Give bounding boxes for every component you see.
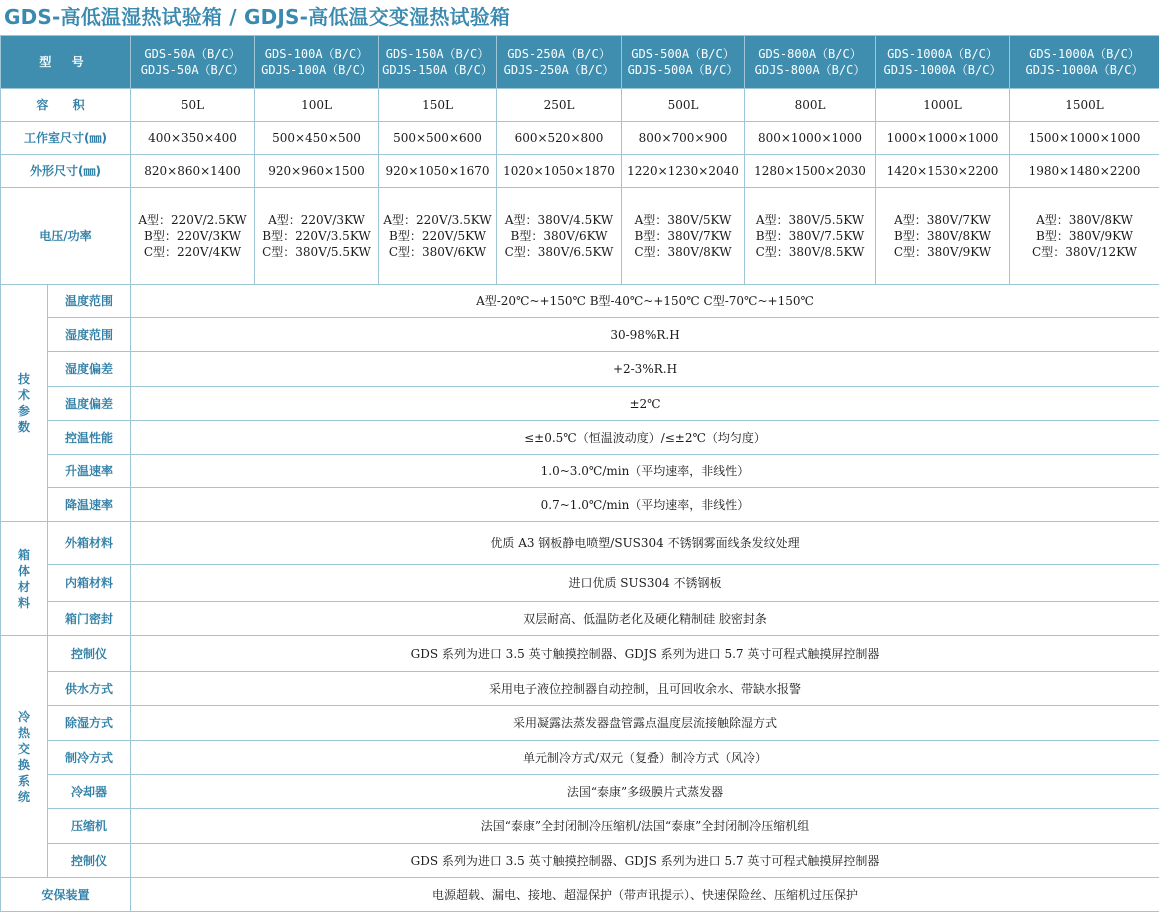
cooling-row-label: 控制仪 — [48, 636, 131, 672]
cooling-row — [1, 775, 1159, 809]
power-type-a: A型：380V/5KW — [634, 213, 732, 227]
model-gdjs: GDJS-1000A（B/C） — [1025, 63, 1144, 77]
tech-row-value: 30-98%R.H — [131, 318, 1159, 352]
volume-row — [1, 89, 1159, 122]
volume-value: 500L — [622, 89, 745, 122]
model-cell — [379, 36, 497, 89]
model-cell — [745, 36, 876, 89]
model-gds: GDS-800A（B/C） — [758, 47, 862, 61]
power-type-a: A型：220V/3.5KW — [383, 213, 492, 227]
tech-row — [1, 455, 1159, 488]
material-row — [1, 565, 1159, 602]
model-header-label: 型 号 — [1, 36, 131, 89]
volume-value: 800L — [745, 89, 876, 122]
safety-row — [1, 878, 1159, 912]
outer_size-value: 1420×1530×2200 — [876, 155, 1010, 188]
power-type-a: A型：380V/4.5KW — [504, 213, 614, 227]
cooling-row-label: 冷却器 — [48, 775, 131, 809]
model-gds: GDS-50A（B/C） — [144, 47, 241, 61]
model-cell — [255, 36, 379, 89]
chamber_size-value: 1500×1000×1000 — [1010, 122, 1159, 155]
power-cell — [497, 188, 622, 285]
power-cell — [255, 188, 379, 285]
chamber_size-value: 500×450×500 — [255, 122, 379, 155]
model-gds: GDS-100A（B/C） — [264, 47, 369, 61]
cooling-group-label-text: 冷热交换系统 — [17, 709, 30, 804]
outer_size-value: 1220×1230×2040 — [622, 155, 745, 188]
model-gdjs: GDJS-100A（B/C） — [261, 63, 372, 77]
volume-value: 100L — [255, 89, 379, 122]
cooling-row-value: 采用电子液位控制器自动控制，且可回收余水、带缺水报警 — [131, 672, 1159, 706]
power-type-c: C型：380V/5.5KW — [262, 245, 371, 259]
chamber_size-label: 工作室尺寸(㎜) — [1, 122, 131, 155]
cooling-row-value: 法国“泰康”多级膜片式蒸发器 — [131, 775, 1159, 809]
model-cell — [497, 36, 622, 89]
model-gds: GDS-1000A（B/C） — [1029, 47, 1140, 61]
chamber_size-value: 600×520×800 — [497, 122, 622, 155]
tech-group-label-text: 技术参数 — [17, 372, 30, 434]
safety-value: 电源超载、漏电、接地、超湿保护（带声讯提示）、快速保险丝、压缩机过压保护 — [131, 878, 1159, 912]
tech-row-value: 0.7~1.0℃/min（平均速率，非线性） — [131, 488, 1159, 522]
power-type-c: C型：380V/9KW — [893, 245, 992, 259]
power-type-a: A型：380V/8KW — [1036, 213, 1133, 227]
tech-row — [1, 488, 1159, 522]
power-type-c: C型：380V/6.5KW — [504, 245, 614, 259]
outer_size-value: 820×860×1400 — [131, 155, 255, 188]
chamber_size-row — [1, 122, 1159, 155]
material-row-label: 内箱材料 — [48, 565, 131, 602]
power-type-b: B型：380V/8KW — [894, 229, 991, 243]
tech-row-label: 升温速率 — [48, 455, 131, 488]
material-row-label: 外箱材料 — [48, 522, 131, 565]
power-type-c: C型：380V/12KW — [1032, 245, 1137, 259]
power-type-b: B型：220V/3KW — [144, 229, 241, 243]
power-cell — [379, 188, 497, 285]
chamber_size-value: 500×500×600 — [379, 122, 497, 155]
chamber_size-value: 800×1000×1000 — [745, 122, 876, 155]
tech-row-label: 降温速率 — [48, 488, 131, 522]
power-type-a: A型：380V/5.5KW — [755, 213, 865, 227]
material-row-value: 双层耐高、低温防老化及硬化精制硅 胶密封条 — [131, 602, 1159, 636]
material-group-label-text: 箱体材料 — [17, 547, 30, 610]
power-type-b: B型：380V/7.5KW — [755, 229, 865, 243]
power-type-b: B型：220V/3.5KW — [262, 229, 371, 243]
tech-row-value: ±2℃ — [131, 387, 1159, 421]
cooling-row — [1, 844, 1159, 878]
tech-row-label: 温度范围 — [48, 285, 131, 318]
outer_size-value: 1280×1500×2030 — [745, 155, 876, 188]
cooling-row-value: GDS 系列为进口 3.5 英寸触摸控制器、GDJS 系列为进口 5.7 英寸可程式触摸屏控制器 — [131, 636, 1159, 672]
cooling-row-label: 供水方式 — [48, 672, 131, 706]
tech-row-value: ≤±0.5℃（恒温波动度）/≤±2℃（均匀度） — [131, 421, 1159, 455]
cooling-row-value: 采用凝露法蒸发器盘管露点温度层流接触除湿方式 — [131, 706, 1159, 741]
cooling-row-label: 控制仪 — [48, 844, 131, 878]
power-cell — [622, 188, 745, 285]
cooling-row-label: 压缩机 — [48, 809, 131, 844]
power-type-c: C型：380V/6KW — [388, 245, 487, 259]
volume-value: 1500L — [1010, 89, 1159, 122]
model-cell — [622, 36, 745, 89]
model-gdjs: GDJS-500A（B/C） — [627, 63, 739, 77]
tech-row — [1, 387, 1159, 421]
chamber_size-value: 1000×1000×1000 — [876, 122, 1010, 155]
header-row — [1, 36, 1159, 89]
material-row — [1, 602, 1159, 636]
power-type-b: B型：220V/5KW — [389, 229, 486, 243]
model-cell — [1010, 36, 1159, 89]
tech-row-label: 湿度范围 — [48, 318, 131, 352]
volume-value: 50L — [131, 89, 255, 122]
power-type-a: A型：380V/7KW — [894, 213, 991, 227]
power-label: 电压/功率 — [1, 188, 131, 285]
power-cell — [131, 188, 255, 285]
chamber_size-value: 800×700×900 — [622, 122, 745, 155]
cooling-row — [1, 672, 1159, 706]
model-cell — [876, 36, 1010, 89]
volume-value: 250L — [497, 89, 622, 122]
power-type-a: A型：220V/2.5KW — [138, 213, 247, 227]
tech-row-value: 1.0~3.0℃/min（平均速率，非线性） — [131, 455, 1159, 488]
tech-row — [1, 318, 1159, 352]
material-row-value: 进口优质 SUS304 不锈钢板 — [131, 565, 1159, 602]
model-gdjs: GDJS-1000A（B/C） — [883, 63, 1002, 77]
tech-row-label: 控温性能 — [48, 421, 131, 455]
power-cell — [876, 188, 1010, 285]
power-type-b: B型：380V/9KW — [1036, 229, 1133, 243]
cooling-row — [1, 636, 1159, 672]
model-cell — [131, 36, 255, 89]
model-gds: GDS-150A（B/C） — [385, 47, 490, 61]
cooling-row-label: 除湿方式 — [48, 706, 131, 741]
tech-row — [1, 421, 1159, 455]
tech-row-value: A型-20℃~+150℃ B型-40℃~+150℃ C型-70℃~+150℃ — [131, 285, 1159, 318]
outer_size-value: 1020×1050×1870 — [497, 155, 622, 188]
cooling-row-value: GDS 系列为进口 3.5 英寸触摸控制器、GDJS 系列为进口 5.7 英寸可程式触摸屏控制器 — [131, 844, 1159, 878]
cooling-group-label — [1, 636, 48, 878]
volume-value: 150L — [379, 89, 497, 122]
page-title: GDS-高低温湿热试验箱 / GDJS-高低温交变湿热试验箱 — [4, 5, 511, 29]
outer_size-value: 920×960×1500 — [255, 155, 379, 188]
outer_size-value: 920×1050×1670 — [379, 155, 497, 188]
tech-row-value: +2-3%R.H — [131, 352, 1159, 387]
cooling-row — [1, 741, 1159, 775]
power-type-a: A型：220V/3KW — [268, 213, 365, 227]
power-type-b: B型：380V/6KW — [510, 229, 608, 243]
model-gdjs: GDJS-800A（B/C） — [754, 63, 866, 77]
tech-row — [1, 352, 1159, 387]
material-row-label: 箱门密封 — [48, 602, 131, 636]
cooling-row — [1, 809, 1159, 844]
volume-label: 容 积 — [1, 89, 131, 122]
material-row-value: 优质 A3 钢板静电喷塑/SUS304 不锈钢雾面线条发纹处理 — [131, 522, 1159, 565]
model-gds: GDS-250A（B/C） — [507, 47, 611, 61]
cooling-row-label: 制冷方式 — [48, 741, 131, 775]
spec-table — [0, 35, 1159, 912]
chamber_size-value: 400×350×400 — [131, 122, 255, 155]
power-cell — [745, 188, 876, 285]
tech-row — [1, 285, 1159, 318]
tech-row-label: 湿度偏差 — [48, 352, 131, 387]
power-row — [1, 188, 1159, 285]
material-row — [1, 522, 1159, 565]
tech-group-label — [1, 285, 48, 522]
model-gdjs: GDJS-250A（B/C） — [503, 63, 615, 77]
power-type-c: C型：220V/4KW — [143, 245, 242, 259]
power-type-c: C型：380V/8KW — [634, 245, 732, 259]
power-type-c: C型：380V/8.5KW — [755, 245, 865, 259]
outer_size-row — [1, 155, 1159, 188]
model-gdjs: GDJS-150A（B/C） — [382, 63, 493, 77]
model-gds: GDS-500A（B/C） — [631, 47, 735, 61]
outer_size-value: 1980×1480×2200 — [1010, 155, 1159, 188]
model-gdjs: GDJS-50A（B/C） — [140, 63, 245, 77]
tech-row-label: 温度偏差 — [48, 387, 131, 421]
cooling-row — [1, 706, 1159, 741]
safety-label: 安保装置 — [1, 878, 131, 912]
power-cell — [1010, 188, 1159, 285]
material-group-label — [1, 522, 48, 636]
model-gds: GDS-1000A（B/C） — [887, 47, 998, 61]
volume-value: 1000L — [876, 89, 1010, 122]
outer_size-label: 外形尺寸(㎜) — [1, 155, 131, 188]
cooling-row-value: 单元制冷方式/双元（复叠）制冷方式（风冷） — [131, 741, 1159, 775]
power-type-b: B型：380V/7KW — [634, 229, 732, 243]
cooling-row-value: 法国“泰康”全封闭制冷压缩机/法国“泰康”全封闭制冷压缩机组 — [131, 809, 1159, 844]
